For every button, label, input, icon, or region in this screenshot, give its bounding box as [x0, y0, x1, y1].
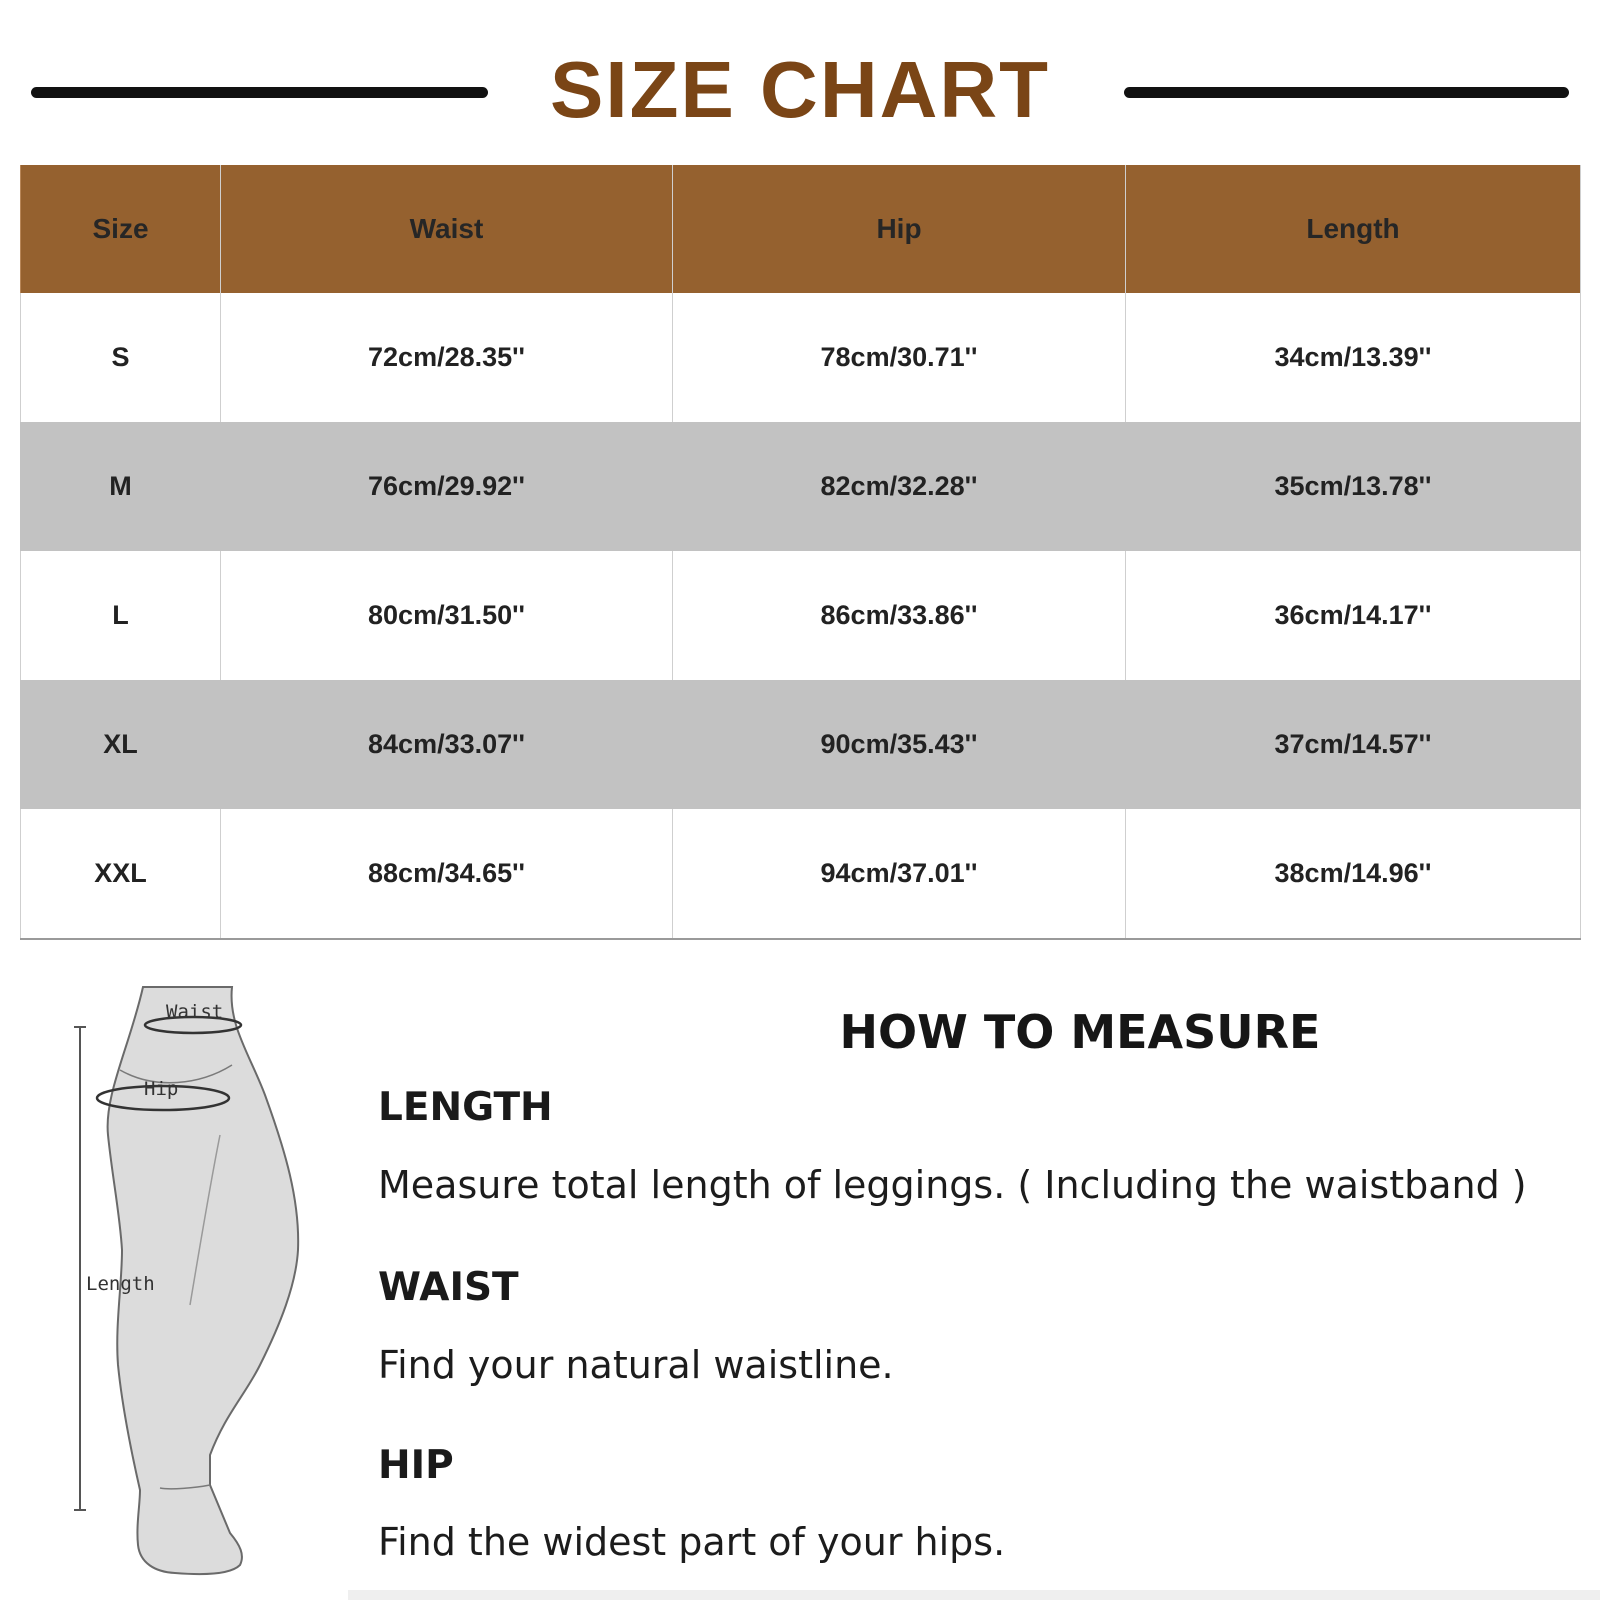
table-row [21, 422, 1581, 551]
table-header-row [21, 165, 1581, 293]
length-cell: 36cm/14.17'' [1126, 551, 1581, 680]
figure-label-waist: Waist [166, 1001, 224, 1023]
table-row [21, 809, 1581, 939]
section-heading-hip: HIP [378, 1443, 454, 1488]
figure-label-hip: Hip [144, 1078, 179, 1100]
table-row [21, 551, 1581, 680]
section-text-hip: Find the widest part of your hips. [378, 1520, 1006, 1564]
how-to-measure-title: HOW TO MEASURE [839, 1005, 1321, 1059]
section-text-length: Measure total length of leggings. ( Including the waistband ) [378, 1163, 1527, 1207]
waist-cell: 84cm/33.07'' [221, 680, 673, 809]
length-cell: 38cm/14.96'' [1126, 809, 1581, 939]
hip-cell: 78cm/30.71'' [673, 293, 1126, 422]
hip-cell: 86cm/33.86'' [673, 551, 1126, 680]
size-cell: L [21, 551, 221, 680]
section-heading-waist: WAIST [378, 1265, 519, 1310]
size-cell: M [21, 422, 221, 551]
size-cell: S [21, 293, 221, 422]
waist-cell: 72cm/28.35'' [221, 293, 673, 422]
waist-cell: 76cm/29.92'' [221, 422, 673, 551]
table-row [21, 680, 1581, 809]
column-header-length: Length [1126, 165, 1581, 293]
column-header-waist: Waist [221, 165, 673, 293]
header-rule-left [31, 87, 488, 98]
table-row [21, 293, 1581, 422]
waist-cell: 88cm/34.65'' [221, 809, 673, 939]
figure-label-length: Length [86, 1273, 155, 1295]
bottom-strip [348, 1590, 1600, 1600]
length-cell: 37cm/14.57'' [1126, 680, 1581, 809]
column-header-size: Size [21, 165, 221, 293]
waist-cell: 80cm/31.50'' [221, 551, 673, 680]
length-cell: 34cm/13.39'' [1126, 293, 1581, 422]
size-cell: XXL [21, 809, 221, 939]
length-cell: 35cm/13.78'' [1126, 422, 1581, 551]
hip-cell: 94cm/37.01'' [673, 809, 1126, 939]
section-text-waist: Find your natural waistline. [378, 1343, 894, 1387]
size-chart-table [20, 165, 1581, 940]
hip-cell: 82cm/32.28'' [673, 422, 1126, 551]
section-heading-length: LENGTH [378, 1085, 553, 1130]
size-cell: XL [21, 680, 221, 809]
column-header-hip: Hip [673, 165, 1126, 293]
leggings-measurement-figure [60, 985, 350, 1600]
hip-cell: 90cm/35.43'' [673, 680, 1126, 809]
page-title: SIZE CHART [550, 45, 1050, 134]
leggings-illustration [60, 985, 350, 1600]
header-rule-right [1124, 87, 1569, 98]
